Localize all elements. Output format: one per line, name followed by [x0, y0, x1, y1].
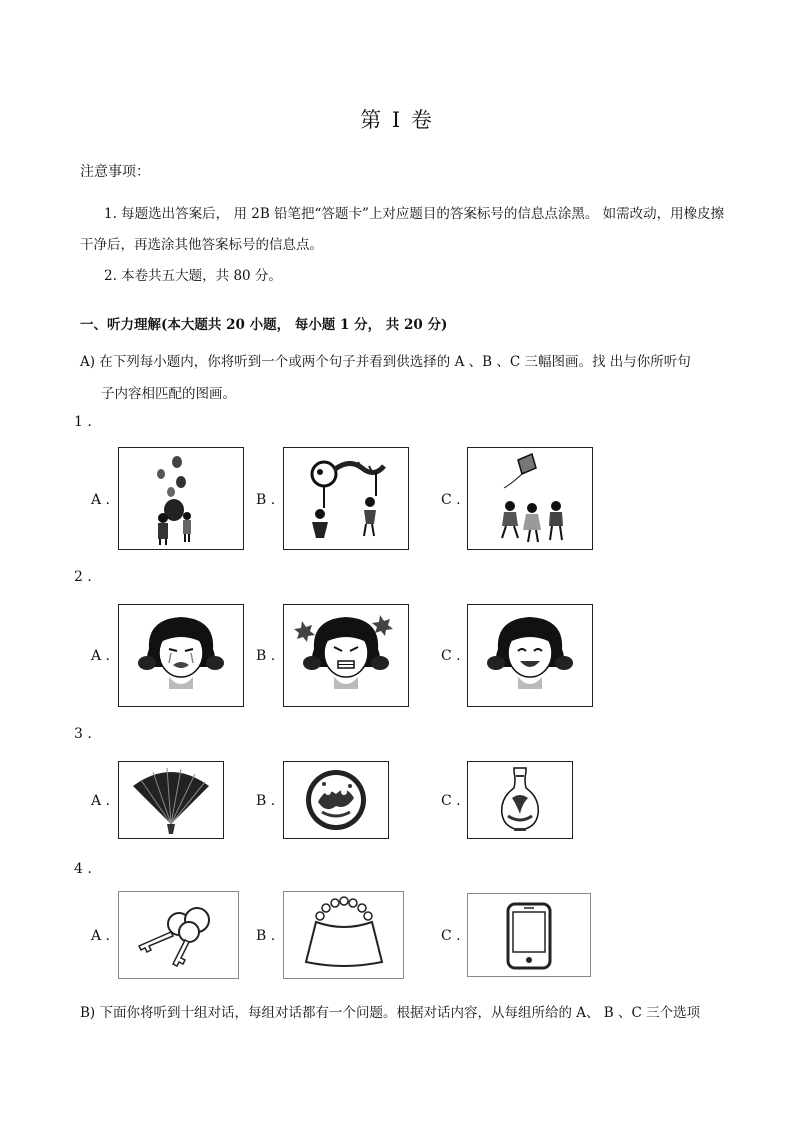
- option-label: A .: [91, 492, 111, 508]
- picture-angry-girl: [283, 604, 409, 707]
- picture-happy-girl: [467, 604, 593, 707]
- picture-crying-girl: [118, 604, 244, 707]
- option-label: A .: [91, 793, 111, 809]
- option-label: A .: [91, 928, 111, 944]
- part-b-instruction-line-1: B) 下面你将听到十组对话，每组对话都有一个问题。根据对话内容，从每组所给的 A、 B 、C 三个选项: [80, 1005, 701, 1021]
- option-label: C .: [441, 793, 461, 809]
- picture-sky-lantern-family: [118, 447, 244, 550]
- part-a-instruction-line-1: A) 在下列每小题内，你将听到一个或两个句子并看到供选择的 A 、B 、C 三幅图画。找 出与你所听句: [80, 354, 691, 370]
- picture-handbag: [283, 891, 404, 979]
- picture-dragon-dance: [283, 447, 409, 550]
- question-number: 2 .: [74, 569, 92, 585]
- picture-paper-cut: [283, 761, 389, 839]
- option-label: C .: [441, 492, 461, 508]
- page-title: 第 I 卷: [360, 108, 434, 132]
- dragon-dance-icon: [284, 448, 408, 549]
- folding-fan-icon: [119, 762, 223, 838]
- picture-kite-children: [467, 447, 593, 550]
- option-label: A .: [91, 648, 111, 664]
- handbag-icon: [284, 892, 403, 978]
- notice-heading: 注意事项：: [80, 164, 150, 180]
- option-label: C .: [441, 928, 461, 944]
- picture-folding-fan: [118, 761, 224, 839]
- porcelain-vase-icon: [468, 762, 572, 838]
- crying-girl-icon: [119, 605, 243, 706]
- mobile-phone-icon: [468, 894, 590, 976]
- option-label: C .: [441, 648, 461, 664]
- kite-children-icon: [468, 448, 592, 549]
- section-heading: 一、听力理解(本大题共 20 小题， 每小题 1 分， 共 20 分): [80, 317, 448, 333]
- keys-icon: [119, 892, 238, 978]
- paper-cut-icon: [284, 762, 388, 838]
- notice-item-1-line-2: 干净后，再选涂其他答案标号的信息点。: [80, 237, 323, 253]
- option-label: B .: [256, 793, 276, 809]
- picture-keys: [118, 891, 239, 979]
- angry-girl-icon: [284, 605, 408, 706]
- notice-item-2: 2. 本卷共五大题，共 80 分。: [104, 268, 282, 284]
- picture-mobile-phone: [467, 893, 591, 977]
- option-label: B .: [256, 492, 276, 508]
- sky-lantern-family-icon: [119, 448, 243, 549]
- question-number: 4 .: [74, 861, 92, 877]
- question-number: 1 .: [74, 414, 92, 430]
- picture-porcelain-vase: [467, 761, 573, 839]
- question-number: 3 .: [74, 726, 92, 742]
- happy-girl-icon: [468, 605, 592, 706]
- option-label: B .: [256, 648, 276, 664]
- option-label: B .: [256, 928, 276, 944]
- part-a-instruction-line-2: 子内容相匹配的图画。: [101, 386, 236, 402]
- notice-item-1-line-1: 1. 每题选出答案后， 用 2B 铅笔把“答题卡”上对应题目的答案标号的信息点涂黑。 如需改动，用橡皮擦: [104, 206, 725, 222]
